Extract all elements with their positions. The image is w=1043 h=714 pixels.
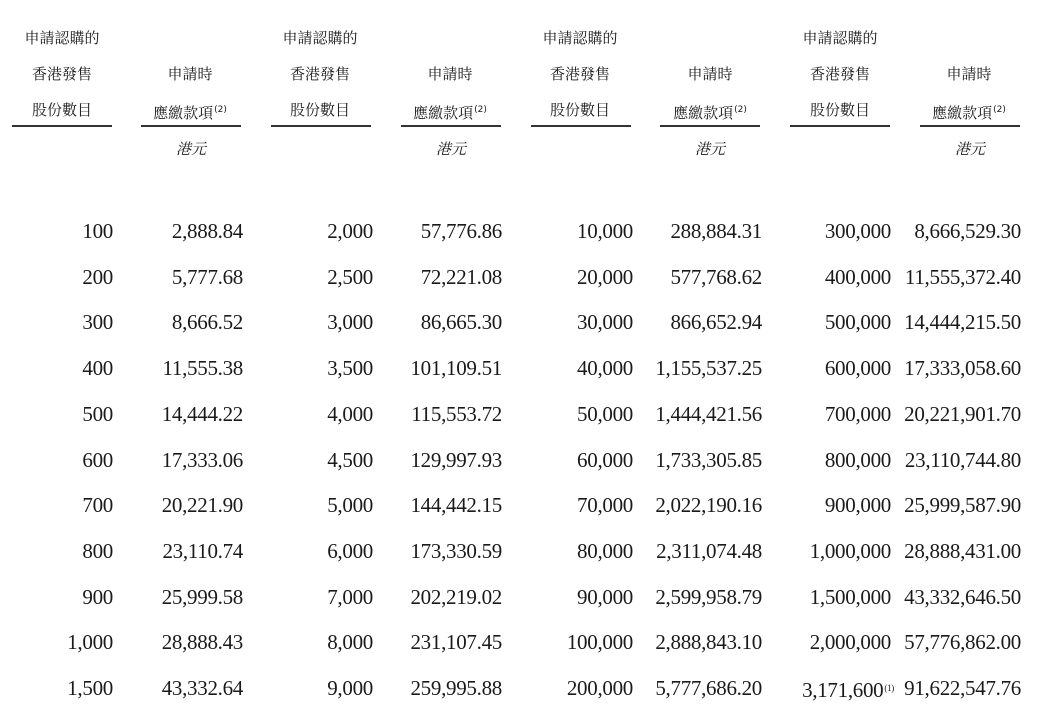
shares-cell: 2,000 [327, 219, 373, 243]
header-shares-line: 香港發售 [809, 65, 870, 83]
footnote-marker: (2) [993, 105, 1006, 115]
shares-cell: 700,000 [824, 401, 891, 426]
header-amount-3 [655, 56, 765, 128]
shares-cell: 200 [82, 264, 113, 289]
shares-cell: 1,500,000 [809, 584, 891, 609]
shares-cell: 2,000,000 [809, 630, 891, 655]
shares-cell: 4,500 [327, 447, 373, 472]
header-amount-line: 應繳款項$^{(2)}$ [413, 104, 487, 122]
footnote-marker: (2) [214, 105, 227, 115]
header-amount-line: 申請時 [946, 65, 992, 83]
header-shares-line: 股份數目 [809, 101, 870, 119]
shares-cell: 100 [82, 219, 113, 243]
amount-cell: 72,221.08 [420, 264, 502, 289]
amount-cell: 57,776.86 [420, 219, 502, 243]
header-rule [12, 125, 112, 127]
amount-cell: 14,444,215.50 [904, 310, 1021, 335]
header-rule [660, 125, 760, 127]
shares-cell: 3,171,600$^{(1)}$ [802, 678, 894, 702]
header-rule [271, 125, 371, 127]
table-row [0, 627, 1043, 657]
amount-cell: 43,332,646.50 [904, 584, 1021, 609]
amount-cell: 17,333.06 [161, 447, 243, 472]
amount-cell: 231,107.45 [410, 630, 502, 655]
shares-cell: 7,000 [327, 584, 373, 609]
shares-cell: 500 [82, 401, 113, 426]
shares-cell: 500,000 [824, 310, 891, 335]
header-shares-line: 股份數目 [31, 101, 92, 119]
header-amount-4 [914, 56, 1024, 128]
header-rule [920, 125, 1020, 127]
amount-cell: 14,444.22 [161, 401, 243, 426]
amount-cell: 173,330.59 [410, 538, 502, 563]
amount-cell: 2,022,190.16 [655, 493, 762, 518]
amount-cell: 288,884.31 [670, 219, 762, 243]
header-amount-line: 應繳款項$^{(2)}$ [932, 104, 1006, 122]
amount-cell: 5,777.68 [171, 264, 243, 289]
amount-cell: 17,333,058.60 [904, 356, 1021, 381]
header-shares-line: 股份數目 [549, 101, 610, 119]
footnote-marker: (2) [734, 105, 747, 115]
amount-cell: 20,221.90 [161, 493, 243, 518]
amount-cell: 8,666,529.30 [914, 219, 1021, 243]
amount-cell: 23,110.74 [162, 538, 243, 563]
shares-cell: 1,000 [67, 630, 113, 655]
shares-cell: 700 [82, 493, 113, 518]
shares-cell: 60,000 [577, 447, 633, 472]
amount-cell: 144,442.15 [410, 493, 502, 518]
shares-cell: 900,000 [824, 493, 891, 518]
currency-unit: 港元 [954, 140, 985, 158]
table-row [0, 216, 1043, 246]
amount-cell: 129,997.93 [410, 447, 502, 472]
shares-cell: 70,000 [577, 493, 633, 518]
table-row [0, 262, 1043, 292]
header-amount-line: 應繳款項$^{(2)}$ [153, 104, 227, 122]
footnote-marker: (1) [884, 683, 894, 693]
shares-cell: 300,000 [824, 219, 891, 243]
table-row [0, 399, 1043, 429]
amount-cell: 202,219.02 [410, 584, 502, 609]
shares-cell: 4,000 [327, 401, 373, 426]
amount-cell: 115,553.72 [411, 401, 502, 426]
shares-cell: 800 [82, 538, 113, 563]
shares-cell: 10,000 [577, 219, 633, 243]
amount-cell: 2,311,074.48 [656, 538, 762, 563]
amount-cell: 25,999.58 [161, 584, 243, 609]
amount-cell: 2,888,843.10 [655, 630, 762, 655]
table-row [0, 307, 1043, 337]
shares-cell: 400 [82, 356, 113, 381]
shares-cell: 50,000 [577, 401, 633, 426]
header-shares-line: 香港發售 [31, 65, 92, 83]
amount-cell: 5,777,686.20 [655, 676, 762, 700]
header-rule [401, 125, 501, 127]
header-amount-line: 應繳款項$^{(2)}$ [673, 104, 747, 122]
table-row [0, 582, 1043, 612]
shares-cell: 3,000 [327, 310, 373, 335]
amount-cell: 2,599,958.79 [655, 584, 762, 609]
amount-cell: 1,444,421.56 [655, 401, 762, 426]
table-row [0, 536, 1043, 566]
header-shares-line: 申請認購的 [542, 29, 618, 47]
table-row [0, 673, 1043, 703]
amount-cell: 57,776,862.00 [904, 630, 1021, 655]
amount-cell: 11,555.38 [162, 356, 243, 381]
table-row [0, 353, 1043, 383]
amount-cell: 43,332.64 [161, 676, 243, 700]
amount-cell: 1,155,537.25 [655, 356, 762, 381]
header-amount-line: 申請時 [167, 65, 213, 83]
currency-unit: 港元 [175, 140, 206, 158]
amount-cell: 11,555,372.40 [904, 264, 1021, 289]
currency-unit: 港元 [435, 140, 466, 158]
shares-cell: 400,000 [824, 264, 891, 289]
header-amount-line: 申請時 [687, 65, 733, 83]
header-rule [141, 125, 241, 127]
shares-cell: 8,000 [327, 630, 373, 655]
amount-cell: 866,652.94 [670, 310, 762, 335]
shares-cell: 2,500 [327, 264, 373, 289]
header-shares-line: 申請認購的 [802, 29, 878, 47]
shares-cell: 40,000 [577, 356, 633, 381]
shares-cell: 200,000 [566, 676, 633, 700]
amount-cell: 28,888,431.00 [904, 538, 1021, 563]
amount-cell: 2,888.84 [171, 219, 243, 243]
shares-cell: 20,000 [577, 264, 633, 289]
shares-cell: 900 [82, 584, 113, 609]
shares-cell: 90,000 [577, 584, 633, 609]
amount-cell: 1,733,305.85 [655, 447, 762, 472]
shares-cell: 9,000 [327, 676, 373, 700]
shares-cell: 1,000,000 [809, 538, 891, 563]
header-shares-line: 香港發售 [289, 65, 350, 83]
header-rule [531, 125, 631, 127]
header-shares-1 [8, 20, 116, 128]
shares-cell: 5,000 [327, 493, 373, 518]
header-shares-line: 申請認購的 [24, 29, 100, 47]
header-shares-2 [266, 20, 374, 128]
amount-cell: 259,995.88 [410, 676, 502, 700]
shares-cell: 30,000 [577, 310, 633, 335]
amount-cell: 86,665.30 [420, 310, 502, 335]
shares-cell: 3,500 [327, 356, 373, 381]
shares-cell: 1,500 [67, 676, 113, 700]
table-row [0, 445, 1043, 475]
amount-cell: 101,109.51 [410, 356, 502, 381]
shares-cell: 300 [82, 310, 113, 335]
amount-cell: 23,110,744.80 [904, 447, 1021, 472]
header-shares-line: 香港發售 [549, 65, 610, 83]
shares-cell: 6,000 [327, 538, 373, 563]
amount-cell: 20,221,901.70 [904, 401, 1021, 426]
footnote-marker: (2) [474, 105, 487, 115]
amount-cell: 91,622,547.76 [904, 676, 1021, 700]
header-shares-line: 股份數目 [289, 101, 350, 119]
shares-cell: 100,000 [566, 630, 633, 655]
table-row [0, 490, 1043, 520]
amount-cell: 577,768.62 [670, 264, 762, 289]
header-amount-line: 申請時 [427, 65, 473, 83]
header-shares-3 [526, 20, 634, 128]
currency-unit: 港元 [694, 140, 725, 158]
amount-cell: 28,888.43 [161, 630, 243, 655]
amount-cell: 25,999,587.90 [904, 493, 1021, 518]
shares-cell: 600 [82, 447, 113, 472]
header-shares-4 [786, 20, 894, 128]
header-shares-line: 申請認購的 [282, 29, 358, 47]
shares-cell: 80,000 [577, 538, 633, 563]
amount-cell: 8,666.52 [171, 310, 243, 335]
shares-cell: 600,000 [824, 356, 891, 381]
header-amount-1 [135, 56, 245, 128]
header-rule [790, 125, 890, 127]
shares-cell: 800,000 [824, 447, 891, 472]
header-amount-2 [395, 56, 505, 128]
